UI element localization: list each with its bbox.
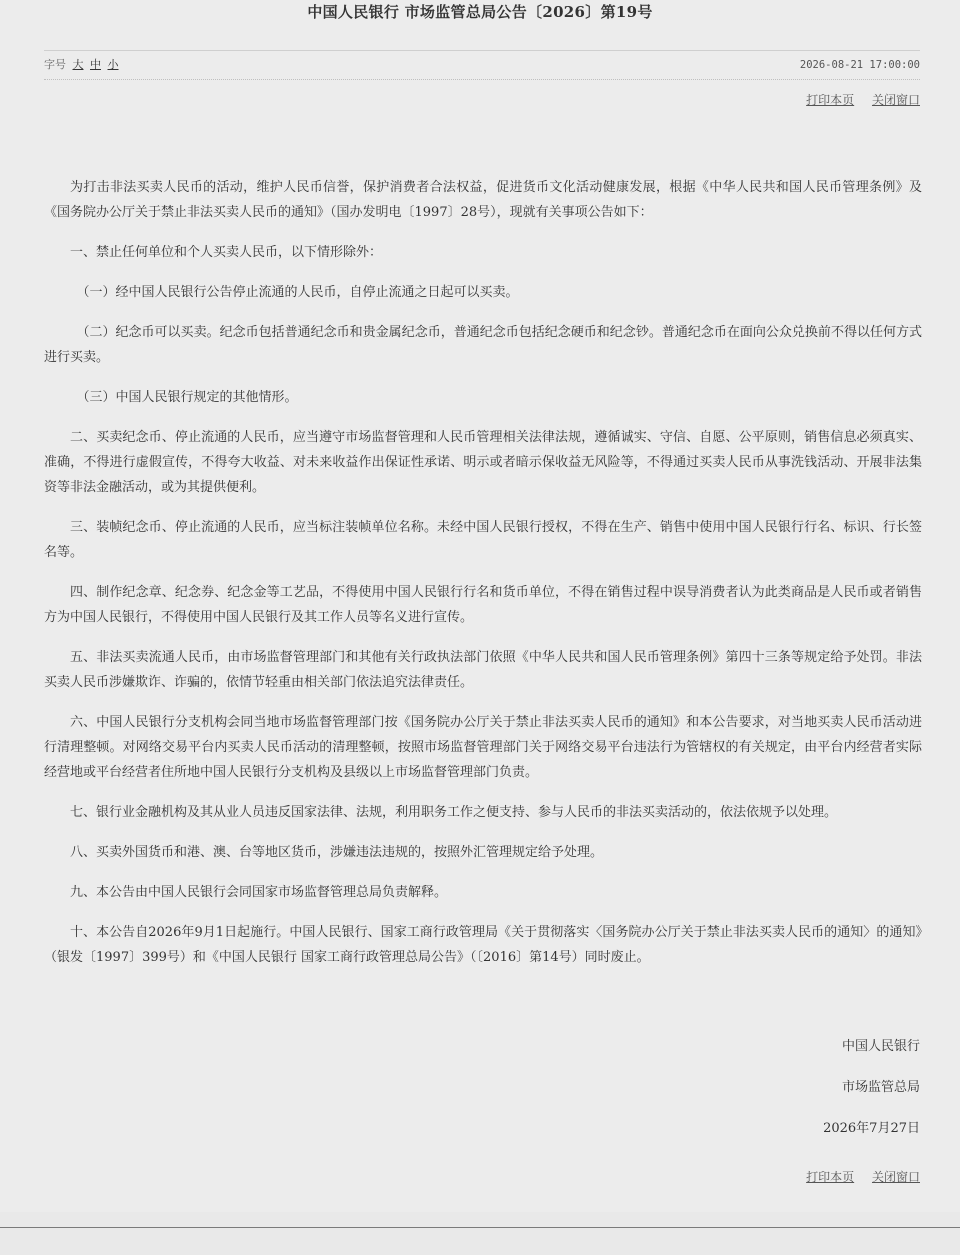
meta-bar [44,57,920,73]
signature-org-samr: 市场监管总局 [841,1080,920,1095]
announcement-body [44,175,922,985]
paragraph-item-1-1: （一）经中国人民银行公告停止流通的人民币，自停止流通之日起可以买卖。 [76,285,519,300]
page-title: 中国人民银行 市场监管总局公告〔2026〕第19号 [307,3,653,21]
font-size-large-link[interactable]: 大 [72,58,84,71]
signature-date: 2026年7月27日 [823,1121,920,1136]
paragraph-item-9: 九、本公告由中国人民银行会同国家市场监督管理总局负责解释。 [70,885,448,900]
publish-datetime: 2026-08-21 17:00:00 [799,59,920,71]
print-page-link-bottom[interactable]: 打印本页 [806,1170,855,1184]
top-actions [792,92,920,108]
font-size-switcher [44,57,119,73]
paragraph-item-5: 五、非法买卖流通人民币，由市场监督管理部门和其他有关行政执法部门依照《中华人民共和国人民币管理条例》第四十三条等规定给予处罚。非法买卖人民币涉嫌欺诈、诈骗的，依情节轻重由相关部门依法追究法律责任。 [44,650,922,690]
paragraph-item-4: 四、制作纪念章、纪念券、纪念金等工艺品，不得使用中国人民银行行名和货币单位，不得在销售过程中误导消费者认为此类商品是人民币或者销售方为中国人民银行，不得使用中国人民银行及其工作人员等名义进行宣传。 [44,585,922,625]
paragraph-item-7: 七、银行业金融机构及其从业人员违反国家法律、法规，利用职务工作之便支持、参与人民币的非法买卖活动的，依法依规予以处理。 [70,805,838,820]
bottom-actions [792,1169,920,1185]
close-window-link[interactable]: 关闭窗口 [871,93,920,107]
paragraph-intro: 为打击非法买卖人民币的活动，维护人民币信誉，保护消费者合法权益，促进货币文化活动健康发展，根据《中华人民共和国人民币管理条例》及《国务院办公厅关于禁止非法买卖人民币的通知》（国办发明电〔1997〕28号），现就有关事项公告如下： [44,180,922,220]
font-size-medium-link[interactable]: 中 [90,58,101,71]
close-window-link-bottom[interactable]: 关闭窗口 [871,1170,920,1184]
paragraph-item-3: 三、装帧纪念币、停止流通的人民币，应当标注装帧单位名称。未经中国人民银行授权，不得在生产、销售中使用中国人民银行行名、标识、行长签名等。 [44,520,922,560]
font-size-label: 字号 [44,58,66,71]
print-page-link[interactable]: 打印本页 [806,93,855,107]
paragraph-item-1-2: （二）纪念币可以买卖。纪念币包括普通纪念币和贵金属纪念币，普通纪念币包括纪念硬币和纪念钞。普通纪念币在面向公众兑换前不得以任何方式进行买卖。 [44,325,922,365]
footer-divider [0,1227,960,1228]
paragraph-item-1-3: （三）中国人民银行规定的其他情形。 [76,390,298,405]
paragraph-item-10: 十、本公告自2026年9月1日起施行。中国人民银行、国家工商行政管理局《关于贯彻落实〈国务院办公厅关于禁止非法买卖人民币的通知〉的通知》（银发〔1997〕399号）和《中国人民银行 国家工商行政管理总局公告》（〔2016〕第14号）同时废止。 [44,925,922,965]
title-divider [44,50,920,51]
paragraph-item-6: 六、中国人民银行分支机构会同当地市场监督管理部门按《国务院办公厅关于禁止非法买卖人民币的通知》和本公告要求，对当地买卖人民币活动进行清理整顿。对网络交易平台内买卖人民币活动的清理整顿，按照市场监督管理部门关于网络交易平台违法行为管辖权的有关规定，由平台内经营者实际经营地或平台经营者住所地中国人民银行分支机构及县级以上市场监督管理部门负责。 [44,715,922,780]
paragraph-item-1: 一、禁止任何单位和个人买卖人民币，以下情形除外： [70,245,383,260]
paragraph-item-2: 二、买卖纪念币、停止流通的人民币，应当遵守市场监督管理和人民币管理相关法律法规，遵循诚实、守信、自愿、公平原则，销售信息必须真实、准确，不得进行虚假宣传，不得夸大收益、对未来收益作出保证性承诺、明示或者暗示保收益无风险等，不得通过买卖人民币从事洗钱活动、开展非法集资等非法金融活动，或为其提供便利。 [44,430,922,495]
font-size-small-link[interactable]: 小 [107,58,119,71]
meta-divider [44,79,920,80]
signature-org-pboc: 中国人民银行 [841,1039,920,1054]
paragraph-item-8: 八、买卖外国货币和港、澳、台等地区货币，涉嫌违法违规的，按照外汇管理规定给予处理。 [70,845,604,860]
